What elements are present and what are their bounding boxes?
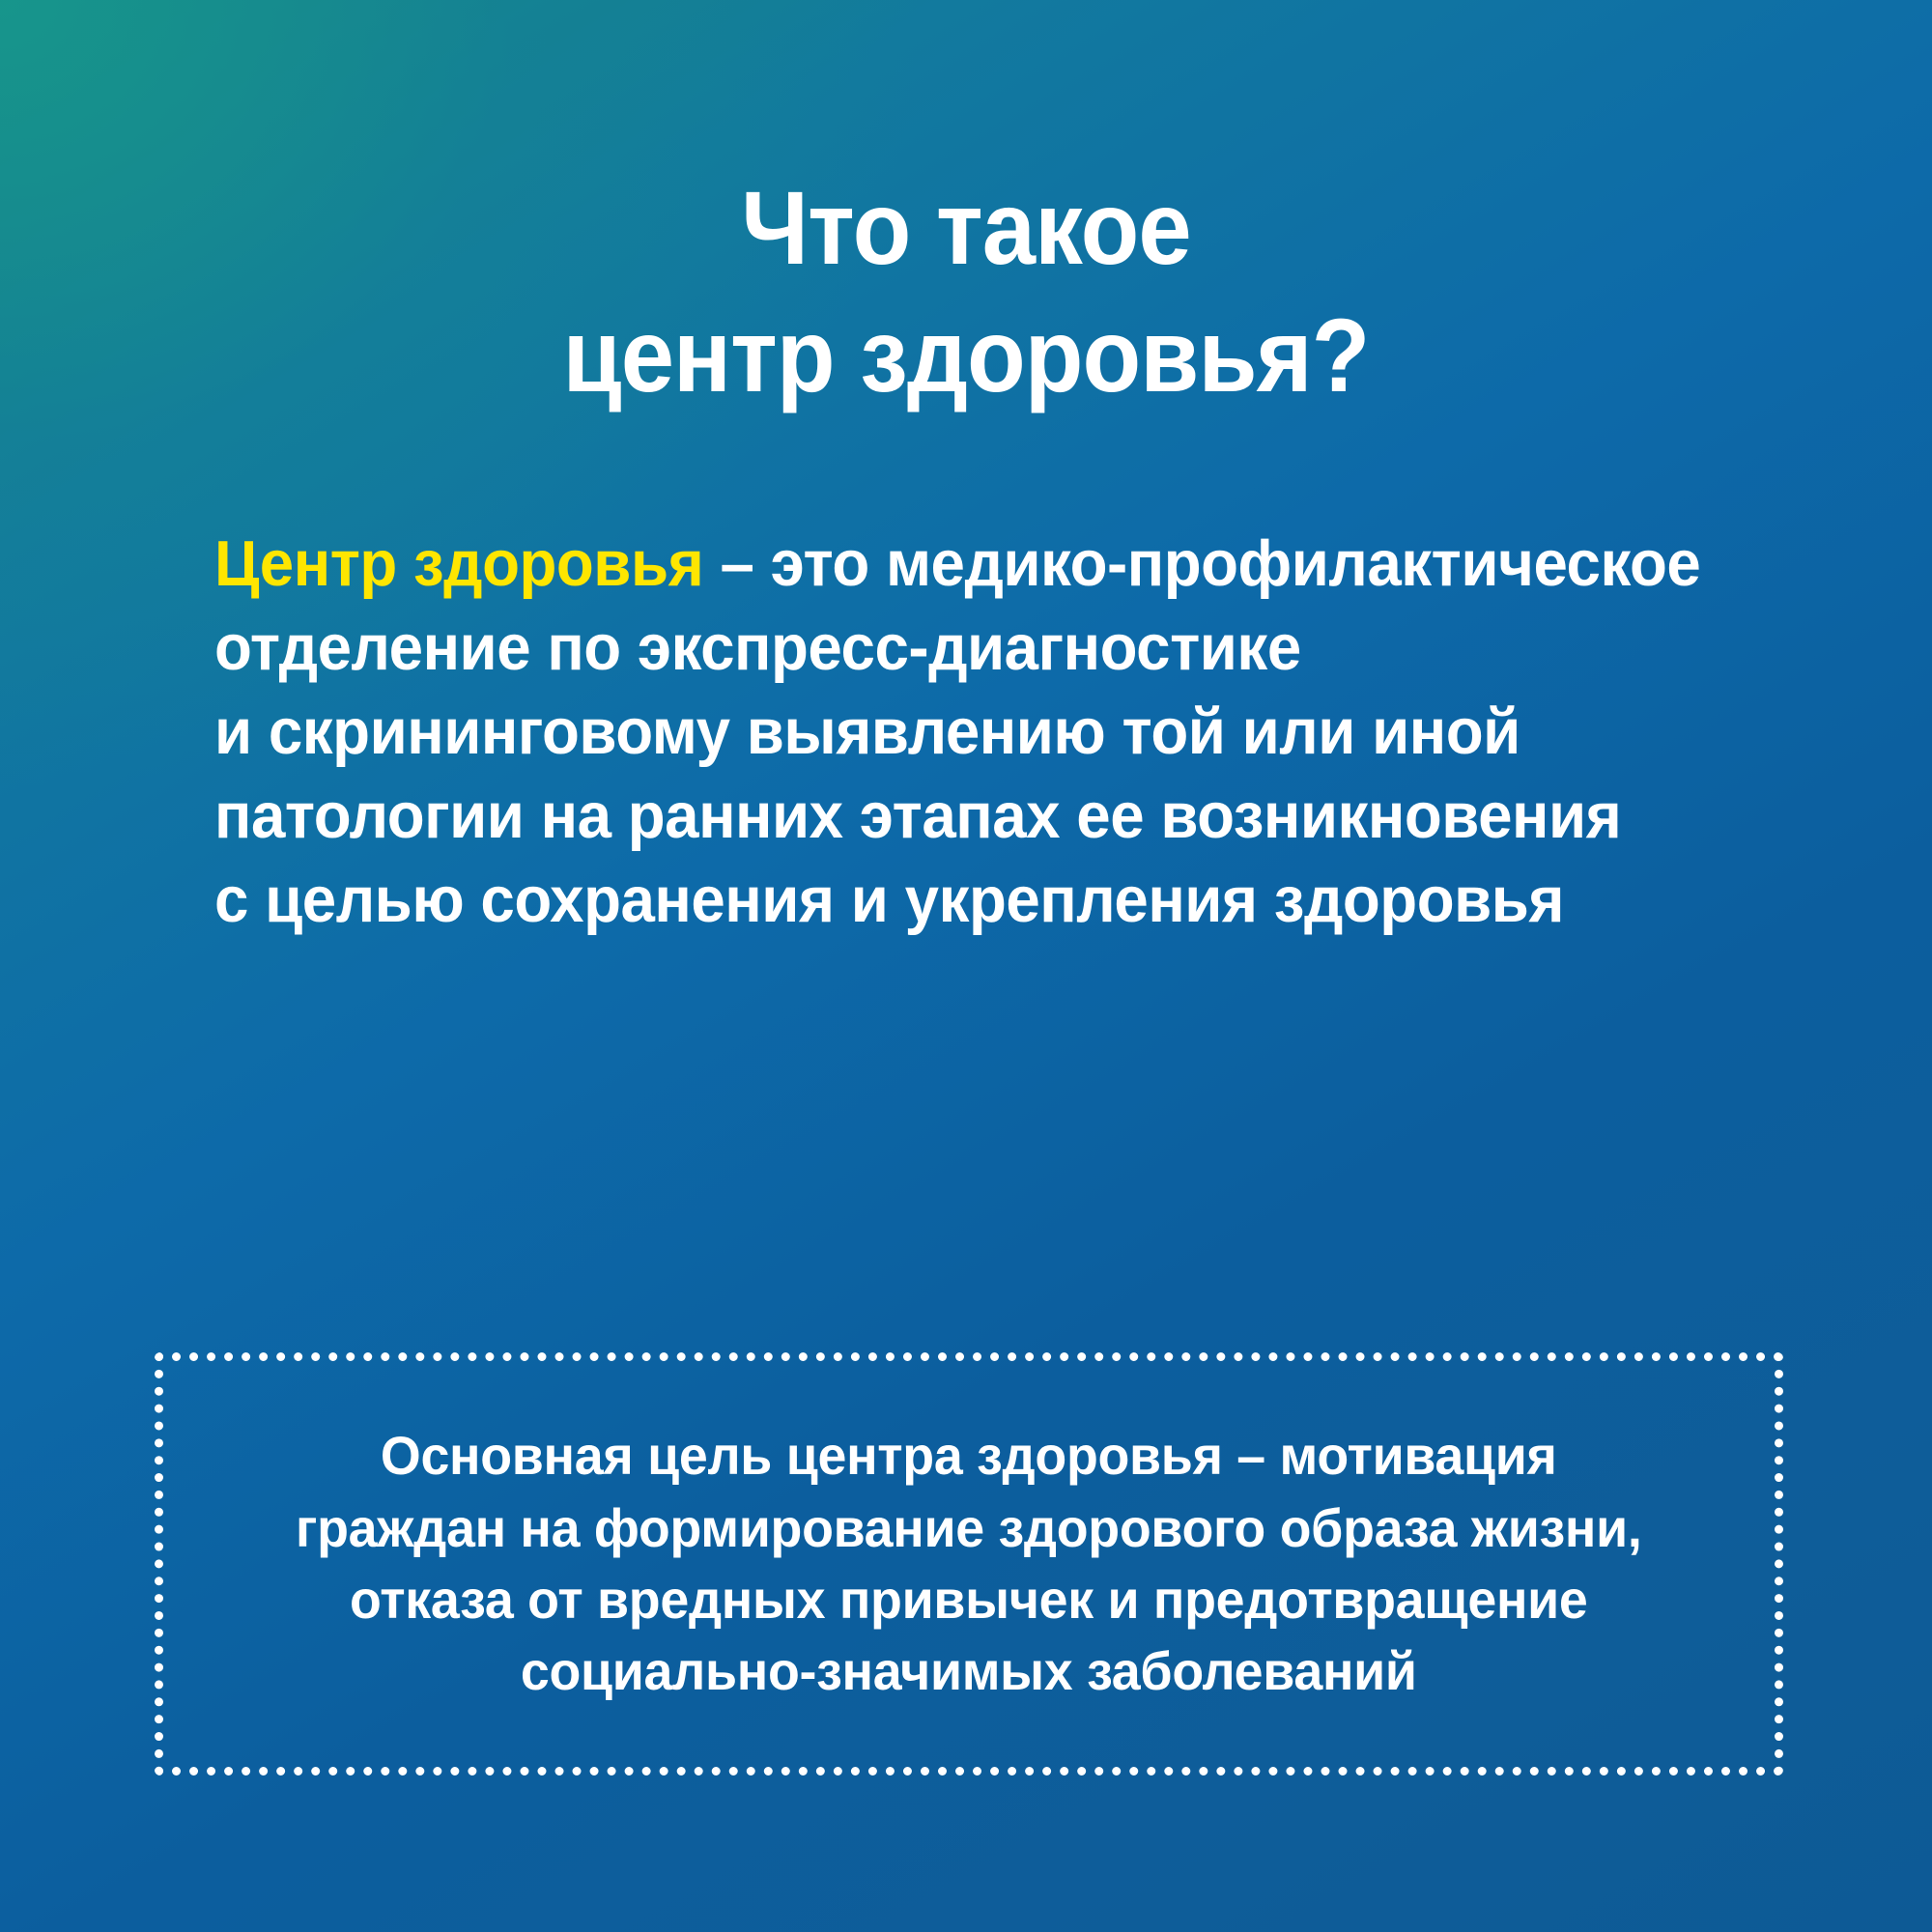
page-title-line-1: Что такое: [741, 169, 1191, 286]
callout-box: [155, 1352, 1783, 1776]
callout-line-3: отказа от вредных привычек и предотвращение: [350, 1569, 1588, 1630]
page-title-line-2: центр здоровья?: [562, 296, 1370, 413]
definition-line-4: патологии на ранних этапах ее возникновения: [214, 780, 1622, 853]
definition-line-3: и скрининговому выявлению той или иной: [214, 696, 1520, 769]
definition-line-5: с целью сохранения и укрепления здоровья: [214, 864, 1565, 937]
definition-line-1-rest: – это медико-профилактическое: [703, 527, 1701, 600]
callout-line-1: Основная цель центра здоровья – мотивация: [381, 1425, 1557, 1487]
callout-line-2: граждан на формирование здорового образа жизни,: [296, 1496, 1642, 1558]
definition-accent-term: Центр здоровья: [214, 527, 704, 600]
callout-line-4: социально-значимых заболеваний: [521, 1640, 1417, 1702]
definition-line-1: [214, 522, 1701, 606]
definition-paragraph: [214, 522, 1701, 942]
definition-line-2: отделение по экспресс-диагностике: [214, 611, 1301, 685]
callout-text: [268, 1420, 1669, 1708]
page-title: [77, 164, 1855, 419]
